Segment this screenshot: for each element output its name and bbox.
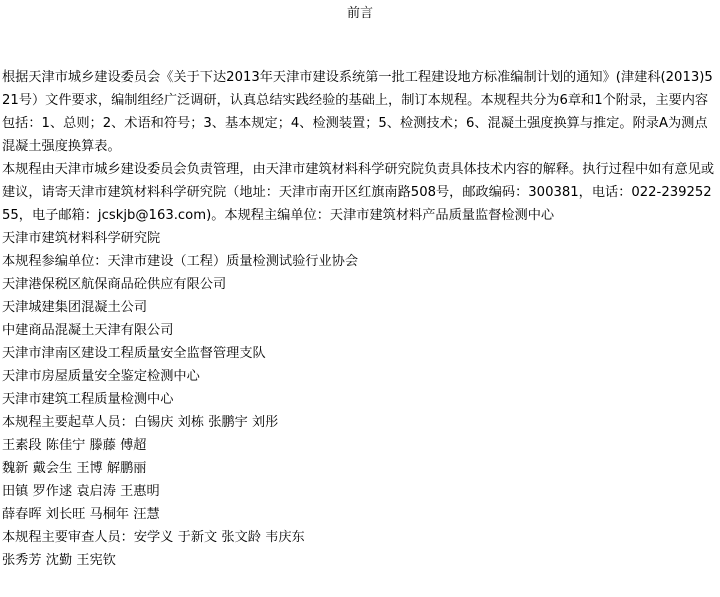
document-title: 前言 [346,6,373,21]
paragraph-background: 根据天津市城乡建设委员会《关于下达2013年天津市建设系统第一批工程建设地方标准编制计划的通知》(津建科(2013)521号）文件要求，编制组经广泛调研，认真总结实践经验的基础上，制订本规程。本规程共分为6章和1个附录，主要内容包括：1、总则；2、术语和符号；3、基本规定；4、检测装置；5、检测技术；6、混凝土强度换算与推定。附录A为测点混凝土强度换算表。 [2,70,713,154]
text-line-reviewers: 本规程主要审查人员：安学义 于新文 张文龄 韦庆东 [2,530,305,545]
text-line-unit-chengjian: 天津城建集团混凝土公司 [2,300,148,315]
paragraph-management: 本规程由天津市城乡建设委员会负责管理，由天津市建筑材料科学研究院负责具体技术内容的解释。执行过程中如有意见或建议，请寄天津市建筑材料科学研究院（地址：天津市南开区红旗南路508号，邮政编码：300381，电话：022-23925255，电子邮箱：jcskjb@163.com)。本规程主编单位：天津市建筑材料产品质量监督检测中心 [2,162,715,223]
text-line-drafters-5: 薛春晖 刘长旺 马桐年 汪慧 [2,507,160,522]
text-line-unit-housing: 天津市房屋质量安全鉴定检测中心 [2,369,200,384]
text-line-unit-construction: 天津市建筑工程质量检测中心 [2,392,174,407]
text-line-drafters-4: 田镇 罗作逑 袁启涛 王惠明 [2,484,160,499]
text-line-chief-editor-unit-2: 天津市建筑材料科学研究院 [2,231,161,246]
text-line-drafters-2: 王素段 陈佳宁 滕藤 傅超 [2,438,147,453]
title-spacer [2,25,718,66]
text-line-participating-units: 本规程参编单位：天津市建设（工程）质量检测试验行业协会 [2,254,359,269]
text-line-drafters-3: 魏新 戴会生 王博 解鹏丽 [2,461,147,476]
text-line-drafters: 本规程主要起草人员：白锡庆 刘栋 张鹏宇 刘彤 [2,415,279,430]
text-line-unit-hangbao: 天津港保税区航保商品砼供应有限公司 [2,277,227,292]
text-line-unit-jinnan: 天津市津南区建设工程质量安全监督管理支队 [2,346,266,361]
text-line-reviewers-2: 张秀芳 沈勤 王宪钦 [2,553,116,568]
text-line-unit-zhongjian: 中建商品混凝土天津有限公司 [2,323,174,338]
